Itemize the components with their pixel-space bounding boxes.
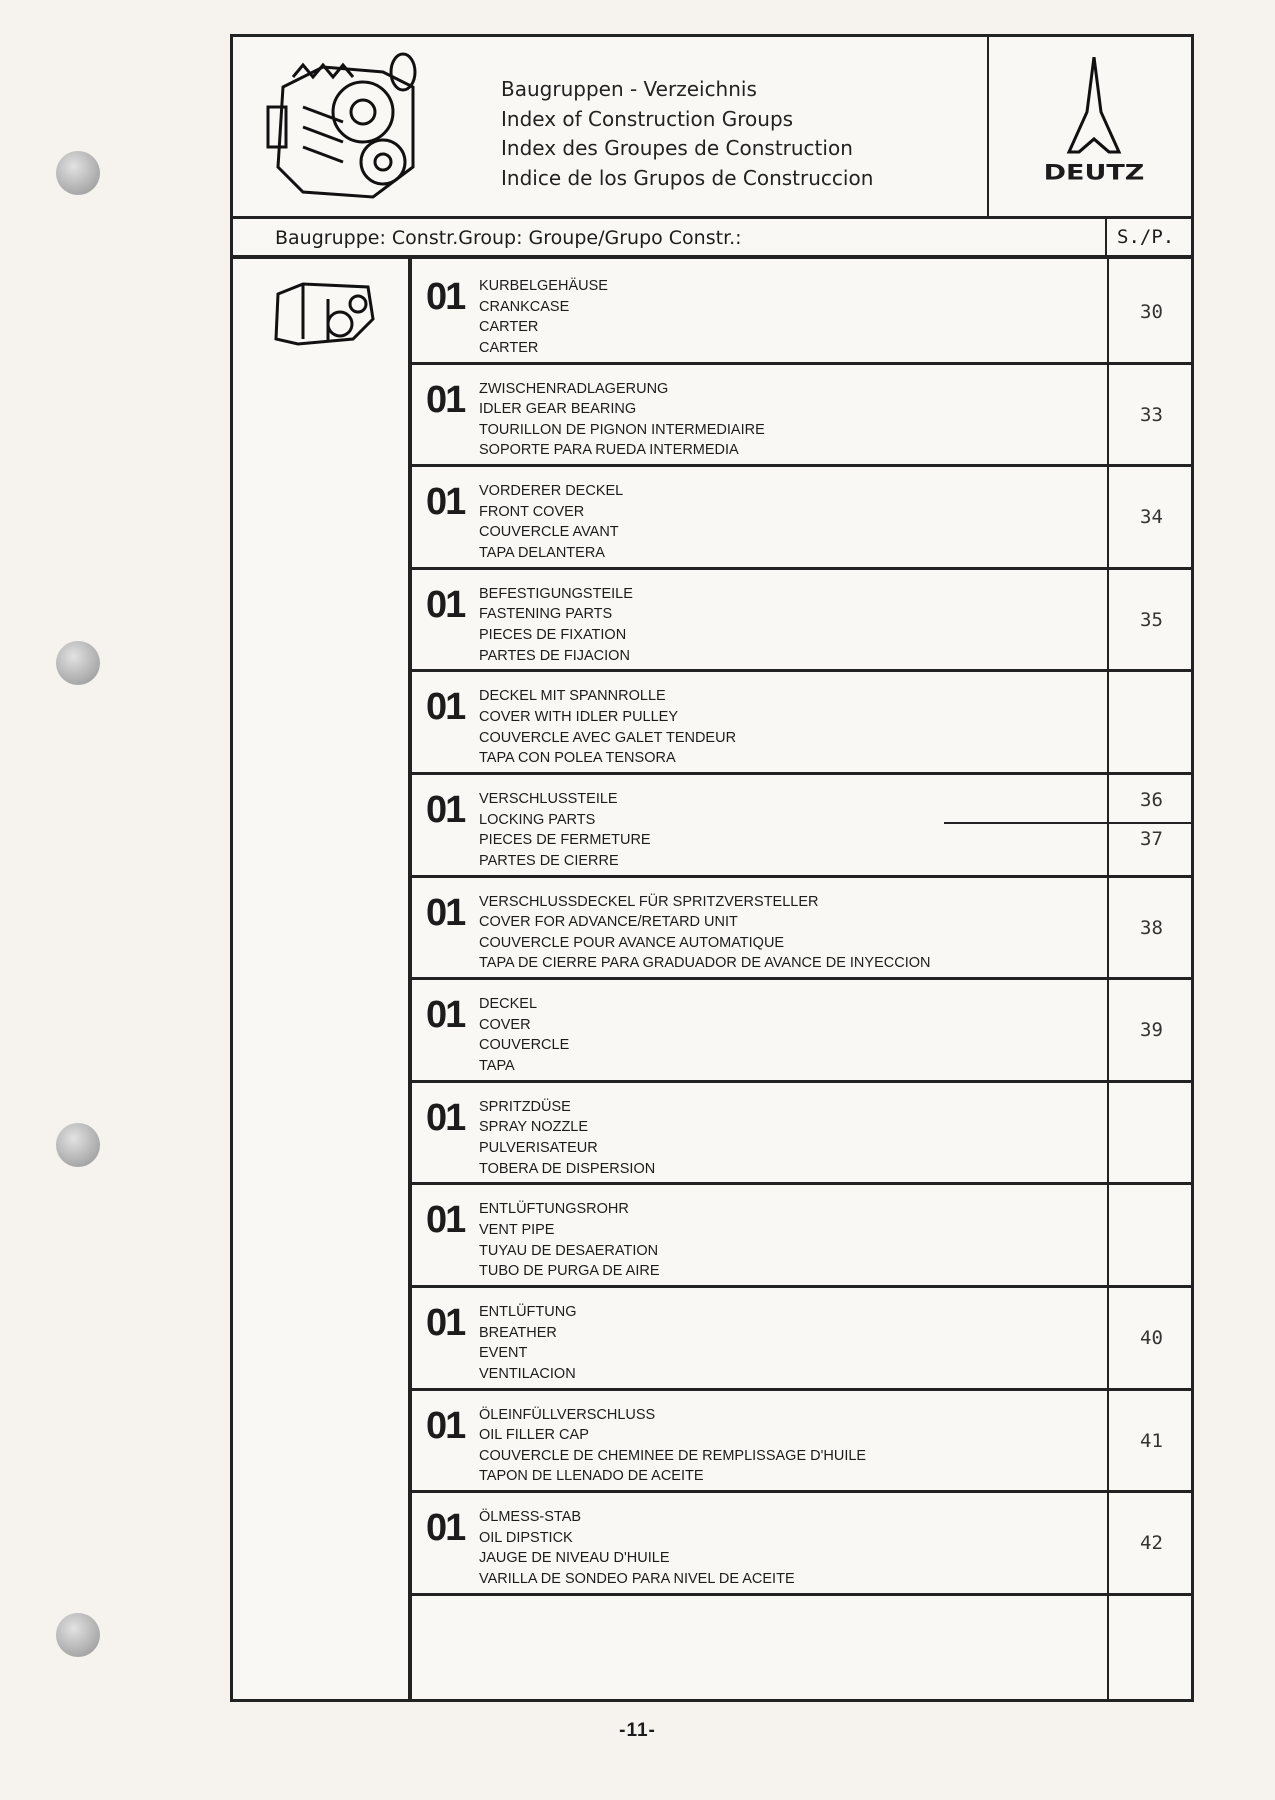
group-number: 01 <box>426 378 465 421</box>
group-description <box>479 994 569 1076</box>
description-line: VERSCHLUSSTEILE <box>479 791 618 807</box>
group-description <box>479 789 651 871</box>
description-line: PIECES DE FERMETURE <box>479 832 651 849</box>
description-line: PARTES DE FIJACION <box>479 647 630 664</box>
group-number: 01 <box>426 686 465 729</box>
group-number: 01 <box>426 1199 465 1242</box>
group-number: 01 <box>426 1096 465 1139</box>
page-reference: 30 <box>1140 301 1163 323</box>
description-line: SPRAY NOZZLE <box>479 1119 589 1136</box>
table-row <box>412 878 1191 981</box>
table-row <box>412 570 1191 673</box>
group-number: 01 <box>426 789 465 831</box>
description-line: COUVERCLE DE CHEMINEE DE REMPLISSAGE D'HUILE <box>479 1447 867 1464</box>
page-reference: 40 <box>1140 1327 1163 1349</box>
table-row <box>412 262 1191 365</box>
description-line: VENTILACION <box>479 1365 576 1382</box>
description-line: TUYAU DE DESAERATION <box>479 1242 659 1259</box>
punch-hole <box>56 1613 100 1657</box>
crankcase-illustration <box>268 279 378 354</box>
page-reference: 34 <box>1140 506 1163 529</box>
description-line: BREATHER <box>479 1324 557 1341</box>
description-line: LOCKING PARTS <box>479 811 596 828</box>
description-line: ENTLÜFTUNG <box>479 1304 577 1320</box>
description-line: FRONT COVER <box>479 503 585 520</box>
punch-hole <box>56 1123 100 1167</box>
description-line: CRANKCASE <box>479 298 570 315</box>
table-row <box>412 1083 1191 1186</box>
punch-hole <box>56 151 100 195</box>
engine-illustration <box>263 47 433 207</box>
description-line: PULVERISATEUR <box>479 1139 598 1156</box>
description-line: BEFESTIGUNGSTEILE <box>479 585 633 602</box>
page-reference: 41 <box>1140 1429 1163 1452</box>
description-line: ENTLÜFTUNGSROHR <box>479 1201 629 1218</box>
description-line: COUVERCLE <box>479 1037 570 1054</box>
page-reference: 36 <box>1140 789 1163 811</box>
description-line: TOBERA DE DISPERSION <box>479 1160 656 1177</box>
page-reference: 33 <box>1140 403 1163 426</box>
description-line: DECKEL <box>479 996 538 1013</box>
group-number: 01 <box>426 583 465 626</box>
description-line: OIL DIPSTICK <box>479 1529 573 1546</box>
description-line: ZWISCHENRADLAGERUNG <box>479 380 669 397</box>
group-description <box>479 1097 655 1179</box>
table-row <box>412 1185 1191 1288</box>
group-number: 01 <box>426 891 465 934</box>
description-line: VORDERER DECKEL <box>479 483 624 500</box>
description-line: COVER FOR ADVANCE/RETARD UNIT <box>479 914 738 931</box>
description-line: TAPA <box>479 1057 515 1074</box>
description-line: CARTER <box>479 319 539 336</box>
index-table <box>230 34 1194 1702</box>
table-row <box>412 672 1191 775</box>
description-line: VARILLA DE SONDEO PARA NIVEL DE ACEITE <box>479 1570 795 1587</box>
title-en: Index of Construction Groups <box>501 106 794 131</box>
description-line: COVER WITH IDLER PULLEY <box>479 708 679 725</box>
group-number: 01 <box>426 1507 465 1550</box>
description-line: KURBELGEHÄUSE <box>479 278 608 294</box>
table-row <box>412 1391 1191 1494</box>
description-line: DECKEL MIT SPANNROLLE <box>479 688 666 705</box>
header <box>233 37 1191 219</box>
description-line: PARTES DE CIERRE <box>479 852 619 869</box>
description-line: SOPORTE PARA RUEDA INTERMEDIA <box>479 442 739 459</box>
group-description <box>479 1405 866 1487</box>
group-number: 01 <box>426 481 465 524</box>
description-line: ÖLEINFÜLLVERSCHLUSS <box>479 1406 656 1423</box>
header-titles <box>501 75 873 193</box>
page-reference: 37 <box>1140 828 1163 850</box>
deutz-spire-icon <box>999 57 1189 167</box>
group-number: 01 <box>426 1404 465 1447</box>
description-line: ÖLMESS-STAB <box>479 1509 582 1526</box>
description-line: TAPON DE LLENADO DE ACEITE <box>479 1468 704 1485</box>
page-reference: 38 <box>1140 916 1163 939</box>
group-description <box>479 481 623 563</box>
table-row <box>412 775 1191 878</box>
title-de: Baugruppen - Verzeichnis <box>501 77 757 101</box>
group-number: 01 <box>426 994 465 1037</box>
title-es: Indice de los Grupos de Construccion <box>501 165 874 190</box>
table-row <box>412 467 1191 570</box>
group-description <box>479 686 736 768</box>
table-row <box>412 980 1191 1083</box>
group-number: 01 <box>426 1302 465 1344</box>
description-line: COUVERCLE AVANT <box>479 524 619 541</box>
description-line: TAPA CON POLEA TENSORA <box>479 750 676 767</box>
page-reference: 35 <box>1140 608 1163 631</box>
group-description <box>479 892 930 974</box>
page-number: -11- <box>619 1720 656 1741</box>
page-reference: 42 <box>1140 1532 1163 1555</box>
description-line: TAPA DE CIERRE PARA GRADUADOR DE AVANCE DE INYECCION <box>479 955 931 972</box>
description-line: VENT PIPE <box>479 1221 555 1238</box>
description-line: TOURILLON DE PIGNON INTERMEDIAIRE <box>479 421 765 438</box>
table-row <box>412 365 1191 468</box>
group-description <box>479 379 765 461</box>
group-description <box>479 276 608 358</box>
group-description <box>479 1199 660 1281</box>
divider <box>944 822 1191 824</box>
title-fr: Index des Groupes de Construction <box>501 136 853 160</box>
group-label: Baugruppe: Constr.Group: Groupe/Grupo Constr.: <box>275 227 742 249</box>
page-reference: 39 <box>1140 1019 1163 1042</box>
punch-hole <box>56 641 100 685</box>
group-description <box>479 1507 795 1589</box>
description-line: COUVERCLE POUR AVANCE AUTOMATIQUE <box>479 934 785 951</box>
deutz-wordmark: DEUTZ <box>1043 160 1145 185</box>
table-row <box>412 1493 1191 1596</box>
table-row <box>412 1288 1191 1391</box>
description-line: IDLER GEAR BEARING <box>479 401 637 418</box>
group-description <box>479 584 633 666</box>
description-line: COVER <box>479 1016 531 1033</box>
group-description <box>479 1302 576 1384</box>
page-column-label: S./P. <box>1117 226 1175 248</box>
description-line: FASTENING PARTS <box>479 606 613 623</box>
description-line: CARTER <box>479 339 539 356</box>
description-line: EVENT <box>479 1345 528 1362</box>
description-line: VERSCHLUSSDECKEL FÜR SPRITZVERSTELLER <box>479 893 819 910</box>
description-line: PIECES DE FIXATION <box>479 626 627 643</box>
description-line: COUVERCLE AVEC GALET TENDEUR <box>479 729 737 746</box>
description-line: SPRITZDÜSE <box>479 1098 571 1115</box>
divider <box>987 37 989 219</box>
description-line: OIL FILLER CAP <box>479 1427 589 1444</box>
divider <box>1105 219 1107 259</box>
deutz-logo <box>999 57 1189 207</box>
group-number: 01 <box>426 276 465 318</box>
subheader <box>233 219 1191 259</box>
description-line: TAPA DELANTERA <box>479 544 605 561</box>
description-line: JAUGE DE NIVEAU D'HUILE <box>479 1550 670 1567</box>
description-line: TUBO DE PURGA DE AIRE <box>479 1263 660 1280</box>
